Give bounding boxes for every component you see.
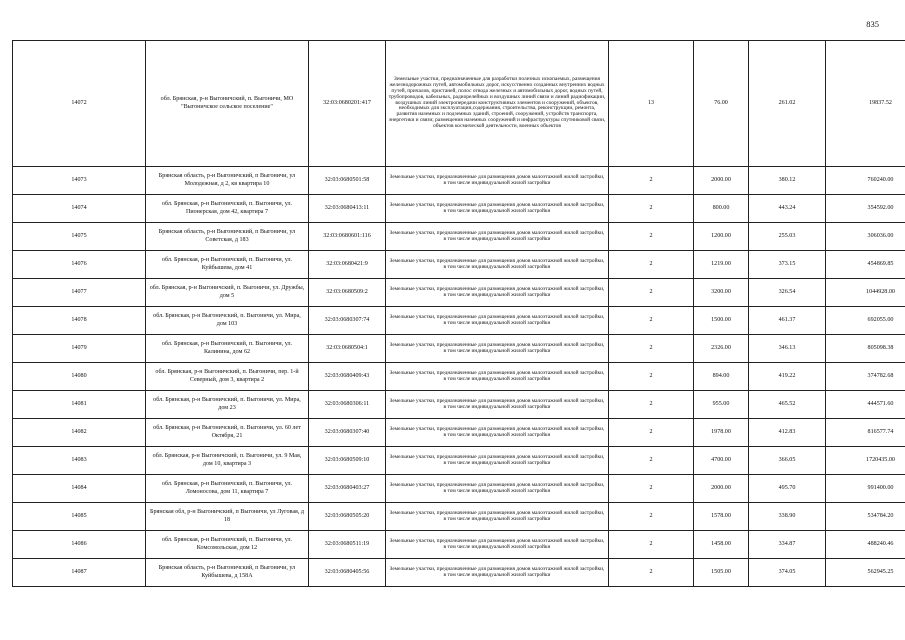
area-cell: 2326.00 (694, 335, 749, 363)
row-id-cell: 14075 (13, 223, 146, 251)
area-cell: 1500.00 (694, 307, 749, 335)
area-cell: 2000.00 (694, 167, 749, 195)
purpose-code-cell: 2 (609, 195, 694, 223)
area-cell: 955.00 (694, 391, 749, 419)
specific-value-cell: 419.22 (749, 363, 826, 391)
specific-value-cell: 495.70 (749, 475, 826, 503)
row-id-cell: 14074 (13, 195, 146, 223)
registry-table-body (13, 41, 905, 587)
page-number: 835 (866, 19, 879, 29)
cadastral-value-cell: 760240.00 (826, 167, 905, 195)
purpose-code-cell: 2 (609, 531, 694, 559)
purpose-code-cell: 2 (609, 559, 694, 587)
row-id-cell: 14080 (13, 363, 146, 391)
specific-value-cell: 366.05 (749, 447, 826, 475)
area-cell: 4700.00 (694, 447, 749, 475)
purpose-code-cell: 2 (609, 167, 694, 195)
table-row (13, 41, 905, 167)
cadastral-number-cell: 32:03:0680409:43 (309, 363, 386, 391)
address-cell: обл. Брянская, р-н Выгоничский, п. Выгоничи, МО "Выгоничское сельское поселение" (146, 41, 309, 167)
purpose-code-cell: 2 (609, 279, 694, 307)
address-cell: обл. Брянская, р-н Выгоничский, п. Выгоничи, ул. Пионерская, дом 42, квартира 7 (146, 195, 309, 223)
address-cell: обл. Брянская, р-н Выгоничский, п. Выгоничи, ул. Дружбы, дом 5 (146, 279, 309, 307)
area-cell: 800.00 (694, 195, 749, 223)
table-row (13, 223, 905, 251)
table-row (13, 391, 905, 419)
purpose-code-cell: 2 (609, 391, 694, 419)
address-cell: обл. Брянская, р-н Выгоничский, п. Выгоничи, ул. Ломоносова, дом 11, квартира 7 (146, 475, 309, 503)
purpose-code-cell: 2 (609, 419, 694, 447)
cadastral-number-cell: 32:03:0680405:56 (309, 559, 386, 587)
purpose-code-cell: 2 (609, 223, 694, 251)
specific-value-cell: 346.13 (749, 335, 826, 363)
address-cell: обл. Брянская, р-н Выгоничский, п. Выгоничи, ул. Калинина, дом 62 (146, 335, 309, 363)
address-cell: обл. Брянская, р-н Выгоничский, п. Выгоничи, пер. 1-й Северный, дом 3, квартира 2 (146, 363, 309, 391)
purpose-code-cell: 2 (609, 251, 694, 279)
cadastral-value-cell: 354592.00 (826, 195, 905, 223)
land-purpose-cell: Земельные участки, предназначенные для размещения домов малоэтажной жилой застройки, в том числе индивидуальной жилой застройки (386, 307, 609, 335)
purpose-code-cell: 13 (609, 41, 694, 167)
cadastral-value-cell: 488240.46 (826, 531, 905, 559)
cadastral-value-cell: 816577.74 (826, 419, 905, 447)
specific-value-cell: 443.24 (749, 195, 826, 223)
area-cell: 3200.00 (694, 279, 749, 307)
row-id-cell: 14086 (13, 531, 146, 559)
land-registry-table (12, 40, 905, 587)
land-purpose-cell: Земельные участки, предназначенные для размещения домов малоэтажной жилой застройки, в том числе индивидуальной жилой застройки (386, 251, 609, 279)
specific-value-cell: 380.12 (749, 167, 826, 195)
specific-value-cell: 261.02 (749, 41, 826, 167)
address-cell: Брянская область, р-н Выгоничский, п Выгоничи, ул Куйбышева, д 158А (146, 559, 309, 587)
land-purpose-cell: Земельные участки, предназначенные для размещения домов малоэтажной жилой застройки, в том числе индивидуальной жилой застройки (386, 419, 609, 447)
land-purpose-cell: Земельные участки, предназначенные для размещения домов малоэтажной жилой застройки, в том числе индивидуальной жилой застройки (386, 363, 609, 391)
specific-value-cell: 412.83 (749, 419, 826, 447)
table-row (13, 503, 905, 531)
row-id-cell: 14085 (13, 503, 146, 531)
specific-value-cell: 326.54 (749, 279, 826, 307)
address-cell: Брянская область, р-н Выгоничский, п Выгоничи, ул Молодежная, д 2, кв квартира 10 (146, 167, 309, 195)
row-id-cell: 14073 (13, 167, 146, 195)
cadastral-number-cell: 32:03:0680504:1 (309, 335, 386, 363)
cadastral-number-cell: 32:03:0680509:2 (309, 279, 386, 307)
specific-value-cell: 374.05 (749, 559, 826, 587)
table-row (13, 195, 905, 223)
row-id-cell: 14082 (13, 419, 146, 447)
purpose-code-cell: 2 (609, 307, 694, 335)
table-row (13, 279, 905, 307)
row-id-cell: 14072 (13, 41, 146, 167)
cadastral-value-cell: 991400.00 (826, 475, 905, 503)
row-id-cell: 14079 (13, 335, 146, 363)
address-cell: обл. Брянская, р-н Выгоничский, п. Выгоничи, ул. 9 Мая, дом 10, квартира 3 (146, 447, 309, 475)
row-id-cell: 14083 (13, 447, 146, 475)
land-purpose-cell: Земельные участки, предназначенные для размещения домов малоэтажной жилой застройки, в том числе индивидуальной жилой застройки (386, 223, 609, 251)
address-cell: обл. Брянская, р-н Выгоничский, п. Выгоничи, ул. 60 лет Октября, 21 (146, 419, 309, 447)
land-purpose-cell: Земельные участки, предназначенные для разработки полезных ископаемых, размещения железнодорожных путей, автомобильных дорог, искусственно созданных внутренних водных путей, причалов, пристаней, полос отвода железных и автомобильных дорог, водных путей, трубопроводов, кабельных, радиорелейных и воздушных линий связи и линий радиофикации, воздушных линий электропередачи конструктивных элементов и сооружений, объектов, необходимых для эксплуатации,содержания, строительства, реконструкции, ремонта, развития наземных и подземных зданий, строений, сооружений, устройств транспорта, энергетики и связи; размещения наземных сооружений и инфраструктуры спутниковой связи, объектов космической деятельности, военных объектов (386, 41, 609, 167)
specific-value-cell: 461.37 (749, 307, 826, 335)
specific-value-cell: 334.87 (749, 531, 826, 559)
land-purpose-cell: Земельные участки, предназначенные для размещения домов малоэтажной жилой застройки, в том числе индивидуальной жилой застройки (386, 279, 609, 307)
table-row (13, 531, 905, 559)
purpose-code-cell: 2 (609, 475, 694, 503)
area-cell: 1458.00 (694, 531, 749, 559)
land-purpose-cell: Земельные участки, предназначенные для размещения домов малоэтажной жилой застройки, в том числе индивидуальной жилой застройки (386, 559, 609, 587)
cadastral-value-cell: 454869.85 (826, 251, 905, 279)
cadastral-value-cell: 444571.60 (826, 391, 905, 419)
table-row (13, 363, 905, 391)
address-cell: Брянская обл, р-н Выгоничский, п Выгоничи, ул Луговая, д 18 (146, 503, 309, 531)
land-purpose-cell: Земельные участки, предназначенные для размещения домов малоэтажной жилой застройки, в том числе индивидуальной жилой застройки (386, 447, 609, 475)
table-row (13, 335, 905, 363)
row-id-cell: 14081 (13, 391, 146, 419)
table-row (13, 307, 905, 335)
area-cell: 1219.00 (694, 251, 749, 279)
table-row (13, 475, 905, 503)
specific-value-cell: 255.03 (749, 223, 826, 251)
cadastral-value-cell: 805098.38 (826, 335, 905, 363)
cadastral-number-cell: 32:03:0680501:58 (309, 167, 386, 195)
cadastral-number-cell: 32:03:0680307:40 (309, 419, 386, 447)
specific-value-cell: 338.90 (749, 503, 826, 531)
address-cell: обл. Брянская, р-н Выгоничский, п. Выгоничи, ул. Комсомольская, дом 12 (146, 531, 309, 559)
land-purpose-cell: Земельные участки, предназначенные для размещения домов малоэтажной жилой застройки, в том числе индивидуальной жилой застройки (386, 475, 609, 503)
purpose-code-cell: 2 (609, 503, 694, 531)
row-id-cell: 14077 (13, 279, 146, 307)
cadastral-number-cell: 32:03:0680201:417 (309, 41, 386, 167)
cadastral-value-cell: 374782.68 (826, 363, 905, 391)
address-cell: Брянская область, р-н Выгоничский, п Выгоничи, ул Советская, д 183 (146, 223, 309, 251)
area-cell: 894.00 (694, 363, 749, 391)
area-cell: 76.00 (694, 41, 749, 167)
cadastral-number-cell: 32:03:0680413:11 (309, 195, 386, 223)
table-row (13, 447, 905, 475)
cadastral-number-cell: 32:03:0680505:20 (309, 503, 386, 531)
cadastral-value-cell: 692055.00 (826, 307, 905, 335)
specific-value-cell: 465.52 (749, 391, 826, 419)
row-id-cell: 14076 (13, 251, 146, 279)
cadastral-number-cell: 32:03:0680509:10 (309, 447, 386, 475)
cadastral-number-cell: 32:03:0680601:116 (309, 223, 386, 251)
row-id-cell: 14087 (13, 559, 146, 587)
land-purpose-cell: Земельные участки, предназначенные для размещения домов малоэтажной жилой застройки, в том числе индивидуальной жилой застройки (386, 167, 609, 195)
land-purpose-cell: Земельные участки, предназначенные для размещения домов малоэтажной жилой застройки, в том числе индивидуальной жилой застройки (386, 195, 609, 223)
row-id-cell: 14084 (13, 475, 146, 503)
cadastral-value-cell: 562945.25 (826, 559, 905, 587)
purpose-code-cell: 2 (609, 447, 694, 475)
cadastral-number-cell: 32:03:0680511:19 (309, 531, 386, 559)
address-cell: обл. Брянская, р-н Выгоничский, п. Выгоничи, ул. Мира, дом 23 (146, 391, 309, 419)
cadastral-number-cell: 32:03:0680306:11 (309, 391, 386, 419)
cadastral-value-cell: 19837.52 (826, 41, 905, 167)
cadastral-number-cell: 32:03:0680307:74 (309, 307, 386, 335)
cadastral-value-cell: 306036.00 (826, 223, 905, 251)
specific-value-cell: 373.15 (749, 251, 826, 279)
area-cell: 1978.00 (694, 419, 749, 447)
table-row (13, 167, 905, 195)
land-purpose-cell: Земельные участки, предназначенные для размещения домов малоэтажной жилой застройки, в том числе индивидуальной жилой застройки (386, 531, 609, 559)
cadastral-value-cell: 534784.20 (826, 503, 905, 531)
table-row (13, 559, 905, 587)
cadastral-number-cell: 32:03:0680421:9 (309, 251, 386, 279)
address-cell: обл. Брянская, р-н Выгоничский, п. Выгоничи, ул. Куйбышева, дом 41 (146, 251, 309, 279)
land-purpose-cell: Земельные участки, предназначенные для размещения домов малоэтажной жилой застройки, в том числе индивидуальной жилой застройки (386, 335, 609, 363)
purpose-code-cell: 2 (609, 335, 694, 363)
table-row (13, 419, 905, 447)
land-purpose-cell: Земельные участки, предназначенные для размещения домов малоэтажной жилой застройки, в том числе индивидуальной жилой застройки (386, 391, 609, 419)
land-purpose-cell: Земельные участки, предназначенные для размещения домов малоэтажной жилой застройки, в том числе индивидуальной жилой застройки (386, 503, 609, 531)
cadastral-number-cell: 32:03:0680403:27 (309, 475, 386, 503)
address-cell: обл. Брянская, р-н Выгоничский, п. Выгоничи, ул. Мира, дом 103 (146, 307, 309, 335)
row-id-cell: 14078 (13, 307, 146, 335)
purpose-code-cell: 2 (609, 363, 694, 391)
area-cell: 1505.00 (694, 559, 749, 587)
area-cell: 2000.00 (694, 475, 749, 503)
area-cell: 1578.00 (694, 503, 749, 531)
cadastral-value-cell: 1720435.00 (826, 447, 905, 475)
table-row (13, 251, 905, 279)
area-cell: 1200.00 (694, 223, 749, 251)
cadastral-value-cell: 1044928.00 (826, 279, 905, 307)
